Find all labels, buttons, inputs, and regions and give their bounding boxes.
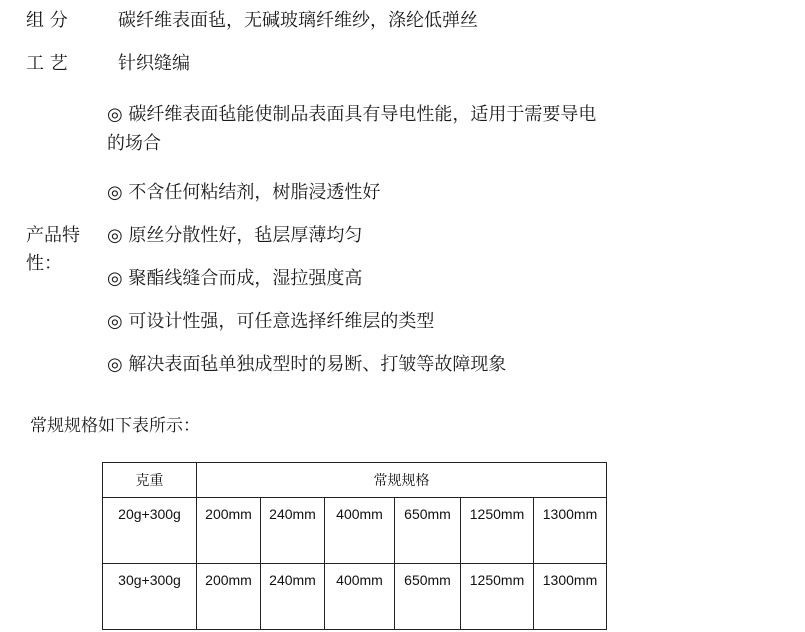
feature-item-5: ◎ 可设计性强，可任意选择纤维层的类型 bbox=[107, 311, 435, 332]
width-cell: 650mm bbox=[395, 564, 461, 630]
feature-item-3: ◎ 原丝分散性好，毡层厚薄均匀 bbox=[107, 225, 363, 246]
width-cell: 240mm bbox=[261, 498, 325, 564]
feature-item-2: ◎ 不含任何粘结剂，树脂浸透性好 bbox=[107, 182, 381, 203]
spec-table bbox=[102, 462, 607, 630]
composition-label: 组 分 bbox=[26, 10, 68, 31]
header-spec: 常规规格 bbox=[197, 463, 607, 498]
table-row bbox=[103, 498, 607, 564]
features-label-line2: 性： bbox=[26, 253, 62, 274]
spec-table-header-row bbox=[103, 463, 607, 498]
width-cell: 240mm bbox=[261, 564, 325, 630]
width-cell: 1300mm bbox=[534, 498, 607, 564]
width-cell: 1250mm bbox=[461, 564, 534, 630]
features-label-line1: 产品特 bbox=[26, 225, 80, 246]
row-weight: 30g+300g bbox=[103, 564, 197, 630]
row-weight: 20g+300g bbox=[103, 498, 197, 564]
header-weight: 克重 bbox=[103, 463, 197, 498]
table-row bbox=[103, 564, 607, 630]
feature-item-4: ◎ 聚酯线缝合而成，湿拉强度高 bbox=[107, 268, 363, 289]
width-cell: 400mm bbox=[325, 564, 395, 630]
process-label: 工 艺 bbox=[26, 53, 68, 74]
feature-item-6: ◎ 解决表面毡单独成型时的易断、打皱等故障现象 bbox=[107, 354, 507, 375]
process-value: 针织缝编 bbox=[118, 53, 190, 74]
width-cell: 200mm bbox=[197, 564, 261, 630]
width-cell: 1300mm bbox=[534, 564, 607, 630]
feature-item-1: ◎ 碳纤维表面毡能使制品表面具有导电性能，适用于需要导电的场合 bbox=[107, 104, 597, 154]
spec-caption: 常规规格如下表所示： bbox=[30, 416, 200, 436]
width-cell: 650mm bbox=[395, 498, 461, 564]
width-cell: 400mm bbox=[325, 498, 395, 564]
width-cell: 1250mm bbox=[461, 498, 534, 564]
composition-value: 碳纤维表面毡，无碱玻璃纤维纱，涤纶低弹丝 bbox=[118, 10, 478, 31]
width-cell: 200mm bbox=[197, 498, 261, 564]
